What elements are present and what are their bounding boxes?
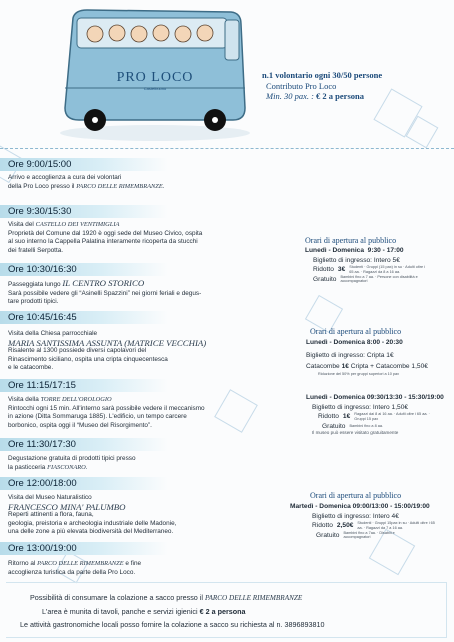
ticket-row: [305, 265, 451, 275]
ticket-value: Intero 4€: [372, 512, 399, 520]
hours-days: Martedì - Domenica: [290, 503, 351, 510]
ticket-note: Ragazzi dai 8 ai 16 aa. · Adulti oltre i 65 aa. · Gruppi 15 pax: [354, 412, 430, 421]
time-band: Ore 11:15/17:15: [0, 379, 168, 392]
place-name: MARIA SANTISSIMA ASSUNTA (MATRICE VECCHIA): [8, 337, 207, 348]
header-divider: [0, 148, 454, 149]
schedule-heading: [8, 396, 205, 405]
time-band: Ore 9:00/15:00: [0, 158, 168, 171]
ticket-row: [306, 403, 454, 413]
schedule-item: [8, 174, 164, 191]
place-name: PARCO DELLE RIMEMBRANZE: [37, 560, 124, 567]
hours-time: 9:30 - 17:00: [367, 247, 404, 254]
schedule-line: accoglienza turistica da parte della Pro Loco.: [8, 568, 136, 576]
schedule-line: Proprietà del Comune dal 1920 è oggi sede del Museo Civico, ospita: [8, 229, 203, 237]
schedule-heading: [8, 279, 201, 290]
schedule-line: Arrivo e accoglienza a cura dei volontari: [8, 174, 122, 181]
ticket-note: Il museo può essere visitato gratuitamente: [312, 430, 399, 435]
schedule-line: borbonico, ospita oggi il “Museo del Risorgimento”.: [8, 421, 152, 429]
ticket-label: Ridotto: [312, 522, 333, 529]
schedule-pre: Visita della Chiesa parrocchiale: [8, 330, 98, 337]
footer-line-1: [20, 591, 440, 605]
time-band: Ore 11:30/17:30: [0, 438, 168, 451]
schedule-item: [8, 560, 141, 577]
ticket-label: Gratuito: [316, 531, 340, 539]
schedule-pre: Passeggiata lungo: [8, 281, 63, 288]
schedule-line: della Pro Loco presso il: [8, 182, 77, 190]
ticket-row: [290, 521, 454, 531]
place-name: TORRE DELL'OROLOGIO: [40, 396, 112, 403]
ticket-row: [306, 412, 454, 422]
ticket-label: Gratuito: [322, 422, 346, 430]
time-band: Ore 10:45/16:45: [0, 311, 168, 324]
ticket-row: [305, 256, 451, 266]
price: € 2 a persona: [316, 91, 364, 101]
ticket-value: 1€: [342, 413, 351, 420]
min-pax-line: [262, 91, 452, 102]
place-name: PARCO DELLE RIMEMBRANZE: [204, 594, 303, 602]
schedule-post: e fine: [123, 560, 142, 567]
ticket-value: Intero 1,50€: [372, 403, 409, 411]
place-name: FIASCONARO.: [47, 463, 88, 471]
logo-subtext: Castelbuono: [143, 86, 167, 91]
place-name: PARCO DELLE RIMEMBRANZE.: [76, 182, 165, 190]
footer-text: [20, 591, 440, 631]
ticket-value: 2,50€: [336, 522, 354, 529]
schedule-line: Degustazione gratuita di prodotti tipici presso: [8, 455, 136, 462]
schedule-line: al suo interno la Cappella Palatina interamente ricoperta da stucchi: [8, 238, 198, 246]
ticket-value: 1€: [341, 363, 349, 370]
schedule-line-with-place: [8, 183, 164, 192]
time-band: Ore 13:00/19:00: [0, 542, 168, 555]
schedule-pre: Ritorno al: [8, 560, 38, 567]
schedule-item: [8, 396, 205, 430]
ticket-value: Cripta 1€: [366, 351, 394, 359]
footer-line-2: [20, 605, 440, 618]
place-name: IL CENTRO STORICO: [62, 278, 145, 288]
schedule-line: Reperti attinenti a flora, fauna,: [8, 511, 94, 519]
ticket-row: [306, 362, 452, 372]
hours-time: 8:00 - 20:30: [366, 339, 403, 346]
hours-days-time: [306, 393, 454, 403]
schedule-item: [8, 494, 176, 537]
time-band: Ore 10:30/16:30: [0, 263, 168, 276]
ticket-label: Biglietto di ingresso:: [312, 512, 372, 520]
pro-loco-logo: [100, 70, 210, 91]
ticket-label: Biglietto di ingresso:: [306, 351, 366, 359]
place-name: CASTELLO DEI VENTIMIGLIA: [35, 221, 120, 228]
header-info: [262, 70, 452, 102]
ticket-extra: Cripta + Catacombe 1,50€: [350, 363, 428, 370]
hours-days-time: [306, 338, 452, 348]
hours-days-time: [305, 246, 451, 256]
hours-box-castello: [305, 246, 451, 284]
contribution-title: Contributo Pro Loco: [266, 80, 337, 91]
footer-pre: Possibilità di consumare la colazione a sacco presso il: [30, 593, 205, 602]
ticket-row: [306, 351, 452, 361]
hours-days: Lunedì - Domenica: [305, 247, 364, 254]
time-band: Ore 9:30/15:30: [0, 205, 168, 218]
decorative-hexagon: [214, 389, 258, 433]
schedule-item: [8, 221, 202, 255]
hours-title: Orari di apertura al pubblico: [310, 327, 402, 336]
schedule-item: [8, 279, 201, 307]
schedule-line: tare prodotti tipici.: [8, 298, 59, 306]
schedule-pre: Visita del Museo Naturalistico: [8, 494, 92, 501]
schedule-line: la pasticceria: [8, 463, 48, 471]
schedule-line: Rinascimento siciliano, ospita una cripta cinquecentesca: [8, 355, 168, 363]
logo-text: PRO LOCO: [116, 70, 194, 85]
schedule-item: [8, 330, 206, 373]
hours-box-torre: [306, 393, 454, 435]
ticket-label: Catacombe: [306, 363, 340, 370]
schedule-line-with-place: [8, 464, 136, 473]
ticket-label: Gratuito: [313, 275, 337, 283]
ticket-note: Studenti · Gruppi (15 pax) in su · Adulti oltre i 65 aa. · Ragazzi da 8 a 16 aa.: [349, 265, 426, 274]
time-band: Ore 12:00/18:00: [0, 477, 168, 490]
ticket-row: [305, 275, 451, 285]
ticket-note: Bambini fino a 7aa. · Disabili e accompagnatori: [343, 530, 395, 540]
schedule-pre: Visita del: [8, 221, 36, 228]
schedule-line: geologia, preistoria e archeologia industriale delle Madonie,: [8, 519, 177, 527]
schedule-line: Rintocchi ogni 15 min. All'interno sarà possibile vedere il meccanismo: [8, 404, 205, 412]
min-pax: Min. 30 pax. :: [266, 91, 314, 101]
ticket-label: Ridotto: [313, 266, 334, 273]
hours-title: Orari di apertura al pubblico: [310, 491, 402, 500]
hours-box-museo: [290, 502, 454, 540]
ticket-row: [290, 531, 454, 541]
hours-days-time: [290, 502, 454, 512]
footer-line-3: Le attività gastronomiche locali posso fornire la colazione a sacco su richiesta al n. 3896893810: [20, 620, 325, 629]
hours-box-matrice: [306, 338, 452, 376]
ticket-note: Riduzione del 50% per gruppi superiori a 10 pax: [318, 371, 400, 376]
schedule-pre: Visita della: [8, 396, 41, 403]
schedule-line: e le catacombe.: [8, 364, 54, 372]
schedule-line: Sarà possibile vedere gli “Asinelli Spazzini” nei giorni feriali e degus-: [8, 289, 202, 297]
ticket-label: Biglietto di ingresso:: [313, 256, 373, 264]
ticket-label: Biglietto di ingresso:: [312, 403, 372, 411]
schedule-heading: [8, 221, 202, 230]
footer-price: € 2 a persona: [199, 607, 246, 616]
schedule-item: [8, 455, 136, 472]
schedule-line: in azione (Ditta Sommaruga 1885). L'edificio, un tempo carcere: [8, 413, 187, 421]
ticket-note: Bambini fino a 7 aa. · Persone con disabilità e accompagnatori: [340, 274, 418, 284]
hours-time: 09:30/13:30 - 15:30/19:00: [366, 394, 444, 401]
schedule-line: una delle zone a più elevata biodiversità del Mediterraneo.: [8, 528, 174, 536]
ticket-note: Studenti · Gruppi 15pax in su · Adulti oltre i 65 aa. · Ragazzi da 7 a 16 aa.: [357, 521, 435, 530]
footer-pre: L'area è munita di tavoli, panche e servizi igienici: [42, 607, 200, 616]
ticket-value: Intero 5€: [373, 256, 400, 264]
hours-days: Lunedì - Domenica: [306, 339, 365, 346]
ticket-note: Bambini fino a 8 aa.: [349, 424, 384, 429]
volunteer-title: n.1 volontario ogni 30/50 persone: [262, 70, 383, 80]
schedule-line: Risalente al 1300 possiede diversi capolavori del: [8, 347, 147, 355]
hours-title: Orari di apertura al pubblico: [305, 236, 397, 245]
ticket-value: 3€: [337, 266, 346, 273]
hours-days: Lunedì - Domenica: [306, 394, 365, 401]
schedule-line: dei fratelli Serpotta.: [8, 246, 64, 254]
schedule-heading: [8, 560, 141, 569]
place-name: FRANCESCO MINA' PALUMBO: [8, 501, 126, 512]
footer-box: [6, 582, 447, 638]
ticket-row: [290, 512, 454, 522]
hours-time: 09:00/13:00 - 15:00/19:00: [352, 503, 430, 510]
ticket-label: Ridotto: [318, 413, 339, 420]
